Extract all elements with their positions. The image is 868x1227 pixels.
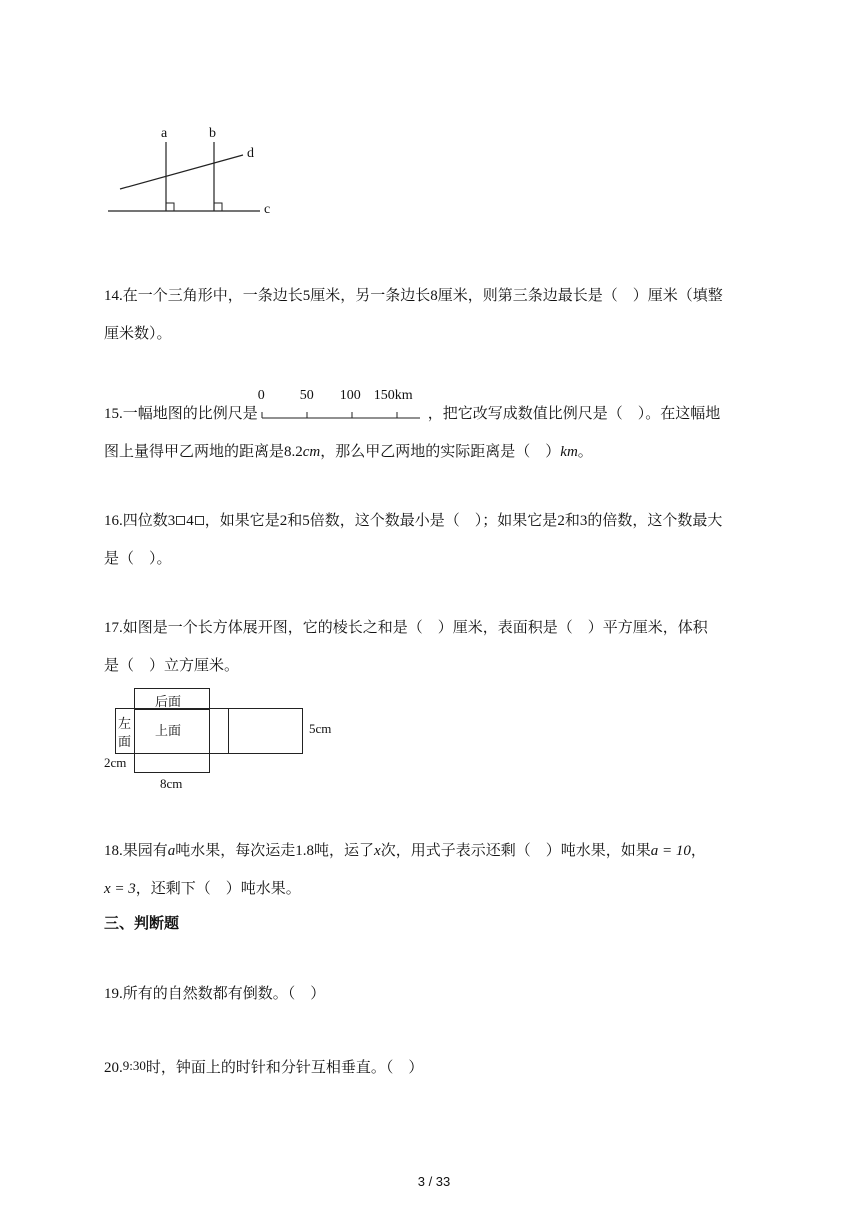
scale-bar	[257, 388, 426, 422]
net-face-front	[134, 753, 210, 773]
question-20: 20.9:30时，钟面上的时针和分针互相垂直。（ ）	[104, 1058, 424, 1076]
question-18: 18.果园有a吨水果，每次运走1.8吨，运了x次，用式子表示还剩（ ）吨水果，如果a = 10， x = 3，还剩下（ ）吨水果。	[104, 841, 706, 897]
net-face-bottom	[228, 708, 303, 754]
net-face-right	[209, 708, 229, 754]
right-angle-mark-a	[166, 203, 174, 211]
scale-tick-50: 50	[299, 388, 314, 403]
dim-5cm: 5cm	[309, 721, 332, 736]
line-d	[120, 155, 243, 189]
net-label-back: 后面	[155, 695, 182, 710]
page-number: 3 / 33	[417, 1174, 451, 1189]
question-15: 15.一幅地图的比例尺是 0 50 100 150km ，把它改写成数值比例尺是（ ）。在这幅地 图上量得甲乙两地的距离是8.2cm，那么甲乙两地的实际距离是（ ）km。	[104, 388, 721, 460]
question-14: 14.在一个三角形中，一条边长5厘米，另一条边长8厘米，则第三条边最长是（ ）厘米（填整 厘米数）。	[104, 286, 723, 342]
question-16: 16.四位数3 4 ，如果它是2和5倍数，这个数最小是（ ）；如果它是2和3的倍数，这个数最大 是（ ）。	[104, 511, 723, 567]
net-label-top: 上面	[155, 724, 182, 739]
cuboid-net-figure	[100, 686, 360, 796]
right-angle-mark-b	[214, 203, 222, 211]
blank-box	[176, 516, 185, 525]
scale-tick-0: 0	[257, 388, 265, 403]
blank-box	[195, 516, 204, 525]
section-heading: 三、判断题	[104, 914, 180, 932]
dim-2cm: 2cm	[104, 755, 127, 770]
question-17: 17.如图是一个长方体展开图，它的棱长之和是（ ）厘米，表面积是（ ）平方厘米，体积 是（ ）立方厘米。	[104, 618, 708, 674]
label-d: d	[247, 146, 254, 161]
dim-8cm: 8cm	[160, 776, 183, 791]
scale-tick-150km: 150km	[373, 388, 413, 403]
label-b: b	[209, 126, 216, 141]
label-c: c	[264, 202, 271, 217]
net-label-left-1: 左	[118, 717, 132, 732]
question-19: 19.所有的自然数都有倒数。（ ）	[104, 984, 326, 1002]
net-label-left-2: 面	[118, 735, 132, 750]
scale-tick-100: 100	[339, 388, 361, 403]
perpendicular-lines-figure	[100, 120, 300, 230]
label-a: a	[161, 126, 168, 141]
